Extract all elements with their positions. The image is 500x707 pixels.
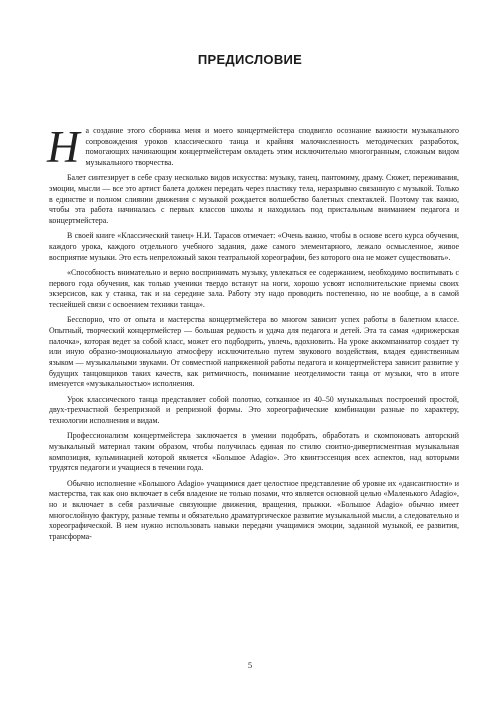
paragraph-text: а создание этого сборника меня и моего концертмейстера сподвигло осознание важности музыкального сопровождения уроков классического танца и крайняя малочисленность методических разработок, помогающих начинающим концертмейстерам овладеть этим исключительно многогранным, сложным видом музыкального творчества. [85, 126, 459, 168]
paragraph: Профессионализм концертмейстера заключается в умении подобрать, обработать и скомпоновать авторский музыкальный материал таким образом, чтобы получилась единая по стилю сюитно-дивертисментная музыкальная композиция, кульминацией которой является «Большое Adagio». Это квинтэссенция всех аспектов, над которыми трудятся педагоги и учащиеся в течении года. [49, 431, 459, 473]
body-text [47, 122, 459, 547]
page-title: ПРЕДИСЛОВИЕ [197, 52, 303, 67]
paragraph: Урок классического танца представляет собой полотно, сотканное из 40–50 музыкальных построений простой, двух-трехчастной безрепризной и репризной формы. Это хореографические комбинации разные по характеру, технологии исполнения и видам. [49, 394, 459, 426]
paragraph [47, 122, 459, 172]
drop-cap: Н [47, 122, 80, 172]
paragraph: Бесспорно, что от опыта и мастерства концертмейстера во многом зависит успех работы в балетном классе. Опытный, творческий концертмейстер — большая редкость и удача для педагога и детей. Эта та самая «дирижерская палочка», которая ведет за собой класс, может его подбодрить, увлечь, вдохновить. На уроке аккомпаниатор создает ту или иную образно-эмоциональную атмосферу исключительно путем звукового воздействия, владея единственным языком — музыкальными звуками. От совместной напряженной работы педагога и концертмейстера зависит развитие у будущих танцовщиков таких качеств, как ритмичность, понимание неотделимости танца от музыки, что в итоге именуется «музыкальностью» исполнения. [49, 315, 459, 389]
paragraph: В своей книге «Классический танец» Н.И. Тарасов отмечает: «Очень важно, чтобы в основе всего курса обучения, каждого урока, каждого отдельного учебного задания, даже самого элементарного, лежало осмысленное, живое восприятие музыки. Это есть непреложный закон театральной хореографии, без которого она не может существовать». [49, 231, 459, 262]
paragraph: «Способность внимательно и верно воспринимать музыку, увлекаться ее содержанием, необходимо воспитывать с первого года обучения, как только ученики твердо встанут на ноги, хорошо усвоят исполнительские приемы своих экзерсисов, как у станка, так и на середине зала. Работу эту надо проводить постепенно, но не вообще, а в самой теснейшей связи с освоением техники танца». [49, 267, 459, 310]
paragraph: Балет синтезирует в себе сразу несколько видов искусства: музыку, танец, пантомиму, драму. Сюжет, переживания, эмоции, мысли — все это артист балета должен передать через пластику тела, неразрывно связанную с музыкой. Только в единстве и полном слиянии движения с музыкой рождается волшебство балетных спектаклей. Поэтому так важно, чтобы эта работа начиналась с первых классов школы и находилась под пристальным вниманием педагога и концертмейстера. [49, 173, 459, 226]
page-number: 5 [247, 660, 253, 670]
paragraph: Обычно исполнение «Большого Adagio» учащимися дает целостное представление об уровне их «дансантности» и мастерства, так как оно включает в себя владение не только позами, что является основной целью «Маленького Adagio», но и включает в себя различные связующие движения, вращения, прыжки. «Большое Adagio» обычно имеет многослойную фактуру, разные темпы и обязательно драматургическое развитие музыкальной мысли, а следовательно и хореографической. В нем нужно использовать навыки передачи учащимися эмоции, заданной музыкой, ее развития, трансформа- [49, 478, 459, 542]
